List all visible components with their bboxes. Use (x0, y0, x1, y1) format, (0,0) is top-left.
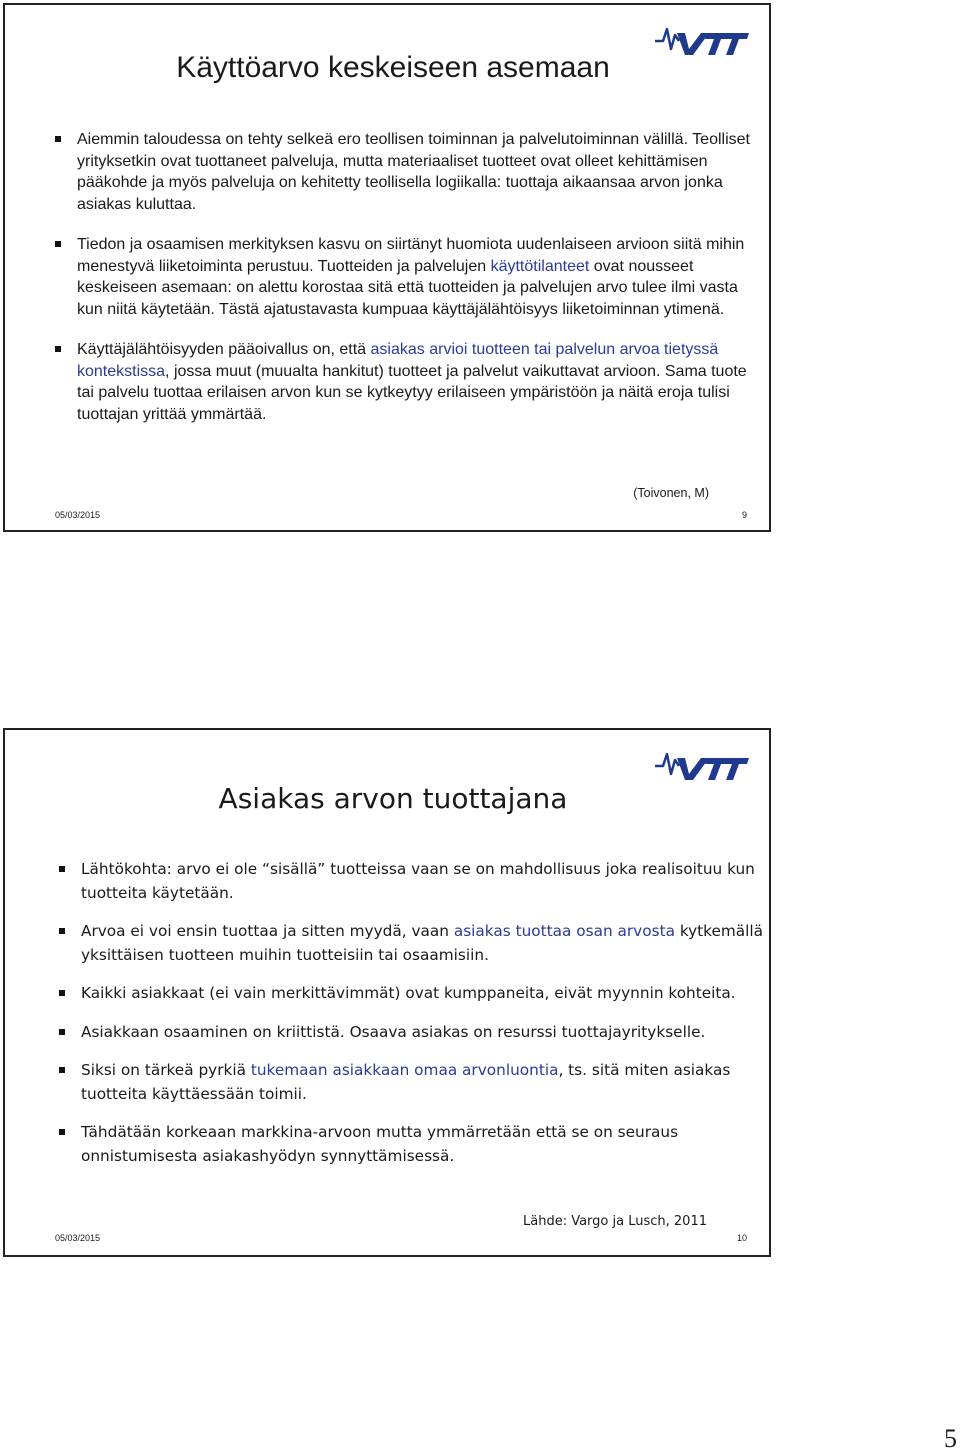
bullet-item (57, 1059, 769, 1106)
bullet-text: Kaikki asiakkaat (ei vain merkittävimmät) ovat kumppaneita, eivät myynnin kohteita. (81, 984, 736, 1002)
bullet-text: Käyttäjälähtöisyyden pääoivallus on, että (77, 341, 371, 358)
slide-page-number: 9 (741, 510, 747, 520)
bullet-text: Siksi on tärkeä pyrkiä (81, 1061, 251, 1079)
bullet-text: kytkemällä yksittäisen tuotteen muihin tuotteisiin tai osaamisiin. (81, 922, 764, 964)
bullet-item (57, 858, 769, 905)
bullet-item (53, 129, 753, 215)
vtt-logo (653, 744, 749, 782)
square-bullet-icon (59, 990, 65, 996)
bullet-item (53, 339, 753, 425)
highlighted-text: asiakas tuottaa osan arvosta (453, 922, 675, 940)
bullet-text: , jossa muut (muualta hankitut) tuotteet ja palvelut vaikuttavat arvioon. Sama tuote tai palvelu tuottaa erilaisen arvon kun se kytkeytyy erilaiseen ympäristöön ja näitä eroja tulisi tuottajan yrittää ymmärtää. (77, 362, 747, 423)
slide-10 (3, 728, 771, 1257)
square-bullet-icon (55, 241, 61, 247)
square-bullet-icon (59, 866, 65, 872)
bullet-item (57, 982, 769, 1006)
bullet-list (53, 129, 753, 444)
square-bullet-icon (59, 928, 65, 934)
slide-date: 05/03/2015 (55, 510, 101, 520)
highlighted-text: käyttötilanteet (490, 257, 590, 275)
slide-title: Asiakas arvon tuottajana (218, 782, 568, 815)
square-bullet-icon (59, 1129, 65, 1135)
highlighted-text: tukemaan asiakkaan omaa arvonluontia (250, 1061, 559, 1079)
slide-page-number: 10 (736, 1233, 747, 1243)
slide-date: 05/03/2015 (55, 1233, 101, 1243)
bullet-item (57, 1021, 769, 1045)
bullet-item (57, 920, 769, 967)
highlighted-text: asiakas arvioi tuotteen tai palvelun arvoa tietyssä kontekstissa (77, 341, 719, 380)
square-bullet-icon (55, 346, 61, 352)
bullet-text: Asiakkaan osaaminen on kriittistä. Osaava asiakas on resurssi tuottajayritykselle. (81, 1022, 706, 1041)
square-bullet-icon (59, 1067, 65, 1073)
square-bullet-icon (55, 136, 61, 142)
bullet-text: Lähtökohta: arvo ei ole “sisällä” tuotteissa vaan se on mahdollisuus joka realisoituu kun tuotteita käytetään. (81, 860, 755, 902)
bullet-text: ovat nousseet keskeiseen asemaan: on alettu korostaa sitä että tuotteiden ja palvelujen arvo tulee ilmi vasta kun niitä käytetään. Tästä ajatustavasta kumpuaa käyttäjälähtöisyys liiketoiminnan ytimenä. (77, 257, 738, 318)
square-bullet-icon (59, 1029, 65, 1035)
source-citation: Lähde: Vargo ja Lusch, 2011 (523, 1214, 707, 1229)
bullet-text: Tähdätään korkeaan markkina-arvoon mutta ymmärretään että se on seuraus onnistumisesta asiakashyödyn synnyttämisessä. (81, 1123, 679, 1165)
bullet-text: Arvoa ei voi ensin tuottaa ja sitten myydä, vaan (81, 922, 454, 940)
slide-title: Käyttöarvo keskeiseen asemaan (176, 51, 610, 84)
bullet-list (57, 858, 769, 1183)
bullet-text: , ts. sitä miten asiakas tuotteita käyttäessään toimii. (81, 1061, 731, 1103)
bullet-item (53, 234, 753, 320)
source-citation: (Toivonen, M) (633, 486, 709, 500)
document-page-number: 5 (944, 1424, 957, 1453)
bullet-text: Aiemmin taloudessa on tehty selkeä ero teollisen toiminnan ja palvelutoiminnan välillä. Teolliset yrityksetkin ovat tuottaneet palveluja, mutta materiaaliset tuotteet ovat olleet kehittämisen pääkohde ja myös palveluja on kehitetty teollisella logiikalla: tuottaja aikaansaa arvon jonka asiakas kuluttaa. (77, 131, 750, 213)
slide-9 (3, 3, 771, 532)
bullet-item (57, 1121, 769, 1168)
bullet-text: Tiedon ja osaamisen merkityksen kasvu on siirtänyt huomiota uudenlaiseen arvioon siitä mihin menestyvä liiketoiminta perustuu. Tuotteiden ja palvelujen (77, 236, 745, 275)
